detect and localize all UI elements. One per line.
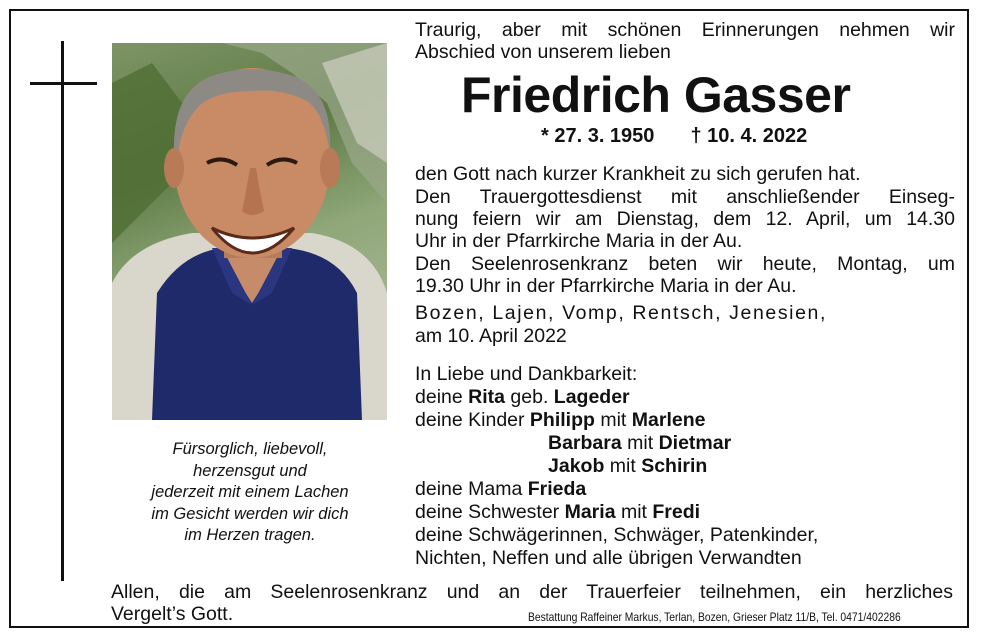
- wife-name: Rita: [468, 386, 505, 408]
- cross-icon: [61, 41, 64, 581]
- partner-name: Schirin: [641, 455, 708, 477]
- intro-line: Abschied von unserem lieben: [415, 41, 671, 63]
- quote-line: jederzeit mit einem Lachen: [151, 483, 349, 501]
- mourner-mother: deine Mama Frieda: [415, 478, 587, 500]
- intro-line: Traurig, aber mit schönen Erinnerungen nehmen wir: [415, 19, 955, 41]
- child-name: Jakob: [548, 455, 605, 477]
- mourner-relatives: Nichten, Neffen und alle übrigen Verwandten: [415, 547, 802, 569]
- quote-line: im Gesicht werden wir dich: [151, 504, 349, 523]
- portrait-photo: [112, 43, 387, 420]
- body-line: nung feiern wir am Dienstag, dem 12. April, um 14.30: [415, 208, 955, 230]
- partner-name: Dietmar: [658, 432, 732, 454]
- mourner-sister: deine Schwester Maria mit Fredi: [415, 501, 701, 523]
- mourner-kid: Barbara mit Dietmar: [548, 432, 732, 454]
- mourner-wife: deine Rita geb. Lageder: [415, 386, 630, 408]
- memorial-quote: [114, 439, 386, 547]
- quote-line: Fürsorglich, liebevoll,: [172, 440, 328, 458]
- child-name: Philipp: [529, 409, 595, 431]
- sister-name: Maria: [564, 501, 616, 523]
- funeral-home-info: Bestattung Raffeiner Markus, Terlan, Bozen, Grieser Platz 11/B, Tel. 0471/402286: [528, 610, 901, 624]
- cross-icon-bar: [30, 82, 97, 85]
- mourner-kids: deine Kinder Philipp mit Marlene: [415, 409, 706, 431]
- birth-date: * 27. 3. 1950: [541, 125, 655, 147]
- body-line: den Gott nach kurzer Krankheit zu sich gerufen hat.: [415, 163, 861, 185]
- quote-line: im Herzen tragen.: [184, 526, 316, 544]
- mourners-heading: In Liebe und Dankbarkeit:: [415, 363, 638, 385]
- mourner-inlaws: deine Schwägerinnen, Schwäger, Patenkinder,: [415, 524, 819, 546]
- date-line: am 10. April 2022: [415, 325, 567, 347]
- mourner-kid: Jakob mit Schirin: [548, 455, 708, 477]
- body-line: Den Trauergottesdienst mit anschließender Einseg-: [415, 186, 955, 208]
- quote-line: herzensgut und: [193, 461, 307, 480]
- place-line: Bozen, Lajen, Vomp, Rentsch, Jenesien,: [415, 302, 828, 324]
- sister-partner-name: Fredi: [652, 501, 701, 523]
- wife-maiden-name: Lageder: [553, 386, 630, 408]
- death-date: † 10. 4. 2022: [690, 125, 808, 147]
- body-line: 19.30 Uhr in der Pfarrkirche Maria in der Au.: [415, 275, 797, 297]
- life-dates: [541, 125, 843, 148]
- body-line: Den Seelenrosenkranz beten wir heute, Montag, um: [415, 253, 955, 275]
- thanks-line-2: Vergelt’s Gott.: [111, 603, 234, 625]
- partner-name: Marlene: [631, 409, 706, 431]
- thanks-line: Allen, die am Seelenrosenkranz und an der Trauerfeier teilnehmen, ein herzliches: [111, 581, 953, 603]
- mother-name: Frieda: [527, 478, 587, 500]
- body-line: Uhr in der Pfarrkirche Maria in der Au.: [415, 230, 743, 252]
- obituary-card: [9, 9, 969, 628]
- deceased-name: Friedrich Gasser: [461, 67, 851, 123]
- child-name: Barbara: [548, 432, 622, 454]
